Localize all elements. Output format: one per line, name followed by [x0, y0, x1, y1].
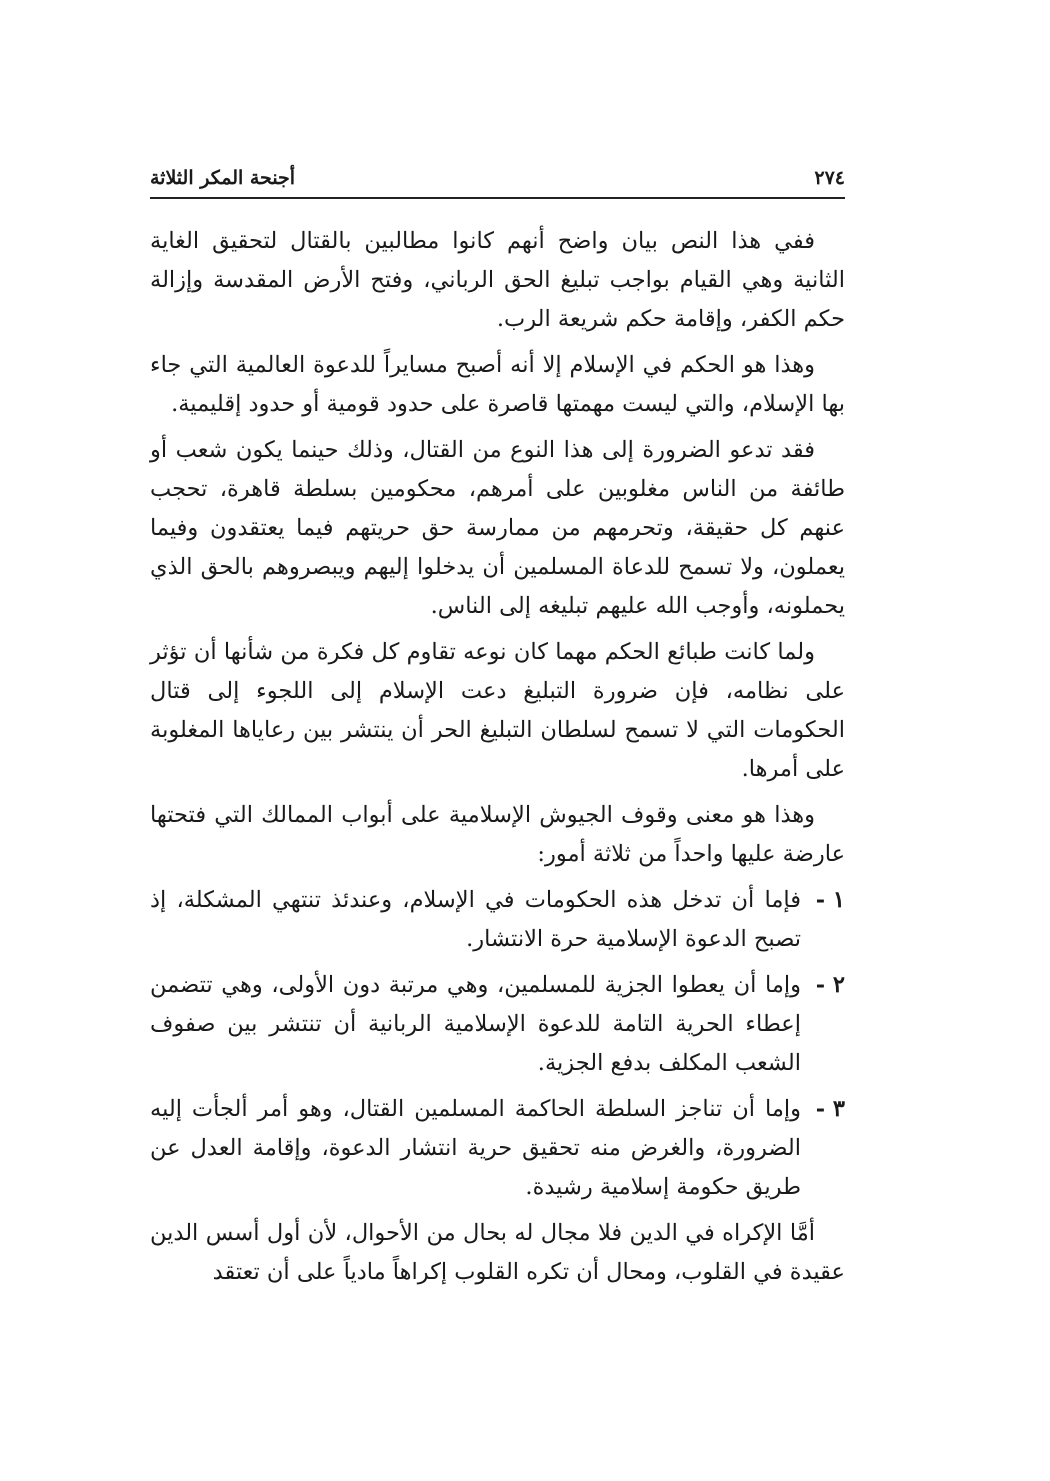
paragraph: وهذا هو معنى وقوف الجيوش الإسلامية على أبواب الممالك التي فتحتها عارضة عليها واحداً من ثلاثة أمور:	[150, 802, 845, 867]
page-number: ٢٧٤	[814, 167, 845, 189]
list-item	[150, 881, 845, 959]
list-item-text: فإما أن تدخل هذه الحكومات في الإسلام، وعندئذ تنتهي المشكلة، إذ تصبح الدعوة الإسلامية حرة الانتشار.	[150, 887, 801, 952]
page-header	[150, 160, 845, 196]
paragraph: ولما كانت طبائع الحكم مهما كان نوعه تقاوم كل فكرة من شأنها أن تؤثر على نظامه، فإن ضرورة التبليغ دعت الإسلام إلى اللجوء إلى قتال الحكومات التي لا تسمح لسلطان التبليغ الحر أن ينتشر بين رعاياها المغلوبة على أمرها.	[150, 639, 845, 782]
list-item-number: ٢ -	[815, 972, 845, 998]
paragraph: فقد تدعو الضرورة إلى هذا النوع من القتال، وذلك حينما يكون شعب أو طائفة من الناس مغلوبين على أمرهم، محكومين بسلطة قاهرة، تحجب عنهم كل حقيقة، وتحرمهم من ممارسة حق حريتهم فيما يعتقدون وفيما يعملون، ولا تسمح للدعاة المسلمين أن يدخلوا إليهم ويبصروهم بالحق الذي يحملونه، وأوجب الله عليهم تبليغه إلى الناس.	[150, 437, 845, 619]
list-item-text: وإما أن تناجز السلطة الحاكمة المسلمين القتال، وهو أمر ألجأت إليه الضرورة، والغرض منه تحقيق حرية انتشار الدعوة، وإقامة العدل عن طريق حكومة إسلامية رشيدة.	[150, 1096, 801, 1200]
list-item	[150, 966, 845, 1083]
header-divider	[150, 197, 845, 199]
paragraph: ففي هذا النص بيان واضح أنهم كانوا مطالبين بالقتال لتحقيق الغاية الثانية وهي القيام بواجب تبليغ الحق الرباني، وفتح الأرض المقدسة وإزالة حكم الكفر، وإقامة حكم شريعة الرب.	[150, 228, 845, 332]
list-item-number: ٣ -	[815, 1096, 845, 1122]
paragraph: أمَّا الإكراه في الدين فلا مجال له بحال من الأحوال، لأن أول أسس الدين عقيدة في القلوب، ومحال أن تكره القلوب إكراهاً مادياً على أن تعتقد	[150, 1220, 845, 1285]
list-item-text: وإما أن يعطوا الجزية للمسلمين، وهي مرتبة دون الأولى، وهي تتضمن إعطاء الحرية التامة للدعوة الإسلامية الربانية أن تنتشر بين صفوف الشعب المكلف بدفع الجزية.	[150, 972, 801, 1076]
body-text	[150, 222, 845, 1292]
list-item-number: ١ -	[815, 887, 845, 913]
running-title: أجنحة المكر الثلاثة	[150, 167, 296, 189]
list-item	[150, 1090, 845, 1207]
paragraph: وهذا هو الحكم في الإسلام إلا أنه أصبح مسايراً للدعوة العالمية التي جاء بها الإسلام، والتي ليست مهمتها قاصرة على حدود قومية أو حدود إقليمية.	[150, 352, 845, 417]
